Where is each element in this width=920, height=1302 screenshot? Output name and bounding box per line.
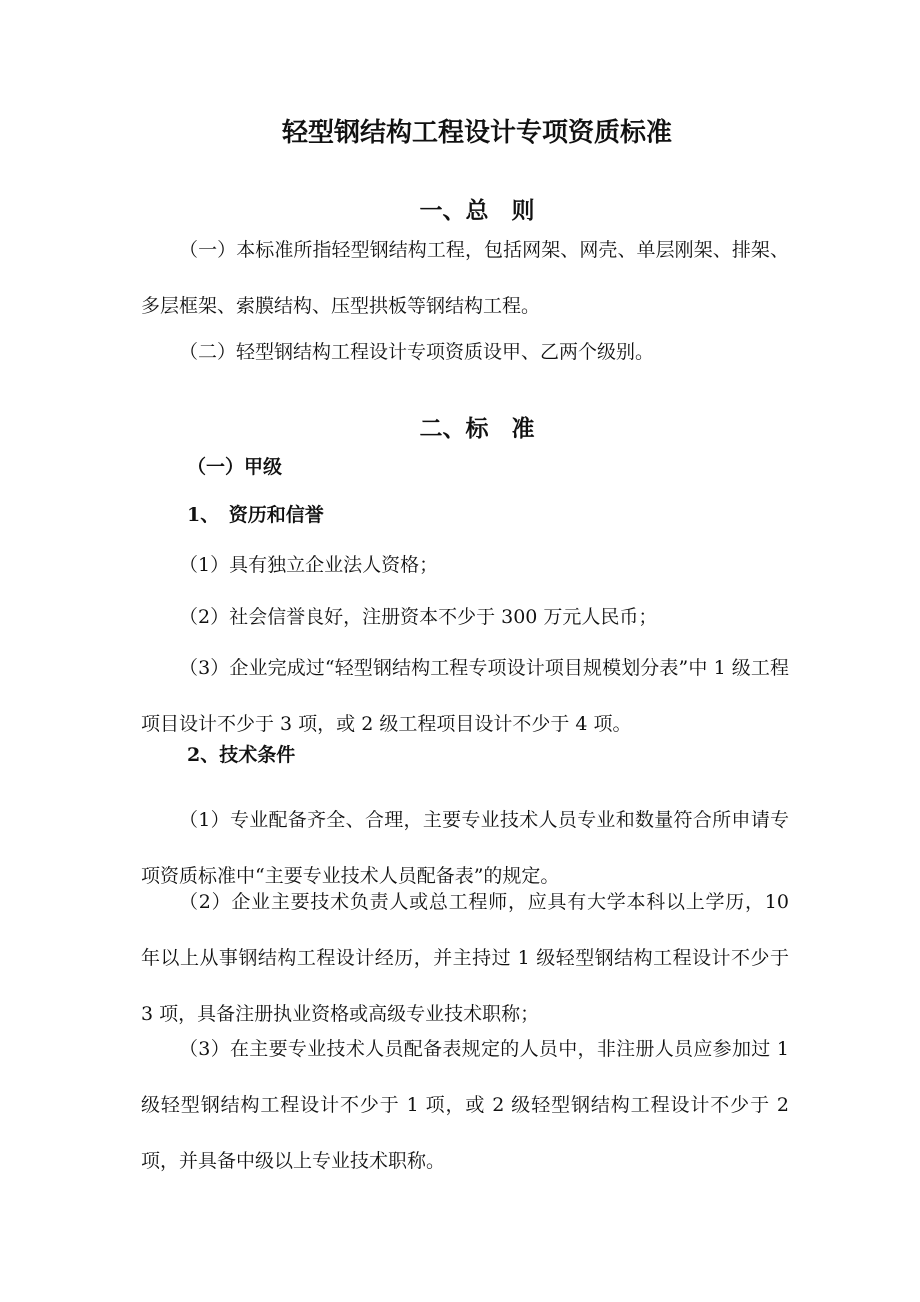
qualification-item-1: （1）具有独立企业法人资格； bbox=[179, 554, 439, 576]
technical-conditions-heading: 2、技术条件 bbox=[187, 744, 296, 766]
qualification-heading: 1、 资历和信誉 bbox=[187, 504, 324, 526]
paragraph-scope: （一）本标准所指轻型钢结构工程，包括网架、网壳、单层刚架、排架、多层框架、索膜结构、压型拱板等钢结构工程。 bbox=[141, 239, 789, 317]
grade-a-heading: （一）甲级 bbox=[187, 456, 283, 478]
qualification-item-2: （2）社会信誉良好，注册资本不少于 300 万元人民币； bbox=[179, 606, 658, 628]
section-heading-standards: 二、标 准 bbox=[419, 415, 535, 442]
technical-item-2: （2）企业主要技术负责人或总工程师，应具有大学本科以上学历，10 年以上从事钢结构工程设计经历，并主持过 1 级轻型钢结构工程设计不少于 3 项，具备注册执业资格或高级专业技术职称； bbox=[141, 891, 789, 1025]
technical-item-1: （1）专业配备齐全、合理，主要专业技术人员专业和数量符合所申请专项资质标准中“主要专业技术人员配备表”的规定。 bbox=[141, 809, 789, 887]
section-heading-general: 一、总 则 bbox=[419, 197, 535, 224]
technical-item-3: （3）在主要专业技术人员配备表规定的人员中，非注册人员应参加过 1 级轻型钢结构工程设计不少于 1 项，或 2 级轻型钢结构工程设计不少于 2 项，并具备中级以上专业技术职称。 bbox=[141, 1038, 789, 1172]
qualification-item-3: （3）企业完成过“轻型钢结构工程专项设计项目规模划分表”中 1 级工程项目设计不少于 3 项，或 2 级工程项目设计不少于 4 项。 bbox=[141, 657, 789, 735]
document-title: 轻型钢结构工程设计专项资质标准 bbox=[281, 118, 672, 148]
paragraph-grades: （二）轻型钢结构工程设计专项资质设甲、乙两个级别。 bbox=[179, 341, 655, 363]
